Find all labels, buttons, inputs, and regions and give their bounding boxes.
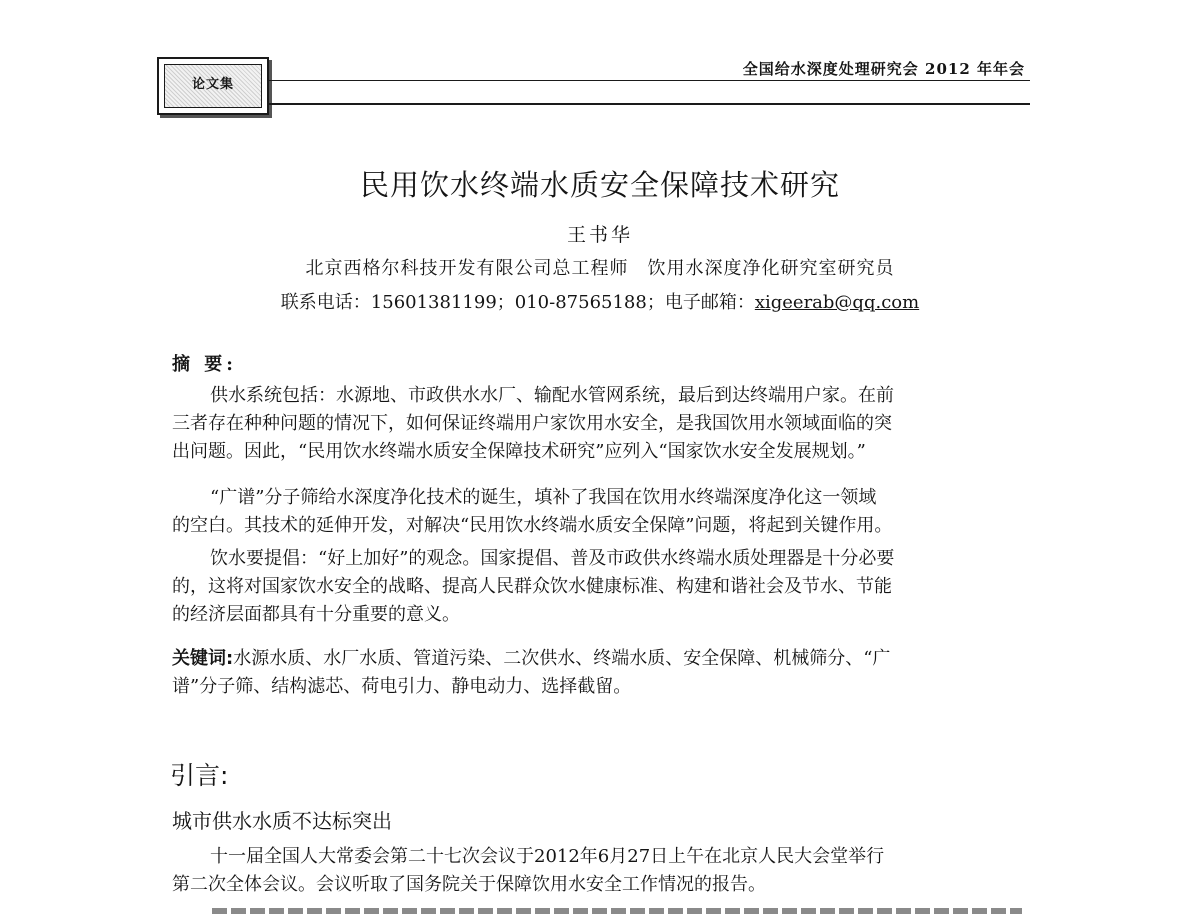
paper-author: 王书华 xyxy=(566,224,633,246)
subsection-heading: 城市供水水质不达标突出 xyxy=(172,809,392,833)
author-contact xyxy=(0,288,1200,314)
section-heading: 引言: xyxy=(170,761,229,790)
header-rule-thin xyxy=(268,80,1030,81)
keywords-text: 水源水质、水厂水质、管道污染、二次供水、终端水质、安全保障、机械筛分、“广 xyxy=(233,648,891,669)
conference-header: 全国给水深度处理研究会 2012 年年会 xyxy=(742,60,1025,78)
intro-paragraph-1 xyxy=(172,843,1030,899)
text-line: 的，这将对国家饮水安全的战略、提高人民群众饮水健康标准、构建和谐社会及节水、节能 xyxy=(172,576,892,597)
email-link[interactable]: xigeerab@qq.com xyxy=(754,292,920,313)
text-line: 饮水要提倡：“好上加好”的观念。国家提倡、普及市政供水终端水质处理器是十分必要 xyxy=(210,548,895,569)
author-affiliation: 北京西格尔科技开发有限公司总工程师 饮用水深度净化研究室研究员 xyxy=(305,258,895,279)
header-rule-thick xyxy=(268,103,1030,105)
text-line: 出问题。因此，“民用饮水终端水质安全保障技术研究”应列入“国家饮水安全发展规划。” xyxy=(172,441,866,462)
cut-off-line xyxy=(172,902,1030,914)
abstract-label: 摘 要: xyxy=(172,354,237,375)
keywords-line-2: 谱”分子筛、结构滤芯、荷电引力、静电动力、选择截留。 xyxy=(172,676,632,697)
cut-off-text-fragment xyxy=(212,908,1022,914)
contact-phones: 联系电话：15601381199；010-87565188；电子邮箱： xyxy=(280,292,755,313)
abstract-paragraph-2 xyxy=(172,484,1030,540)
keywords xyxy=(172,645,1030,701)
text-line: 供水系统包括：水源地、市政供水水厂、输配水管网系统，最后到达终端用户家。在前 xyxy=(210,385,894,406)
keywords-label: 关键词: xyxy=(172,648,234,669)
section-tag-label: 论文集 xyxy=(191,77,234,92)
text-line: 十一届全国人大常委会第二十七次会议于2012年6月27日上午在北京人民大会堂举行 xyxy=(210,846,885,867)
text-line: 的空白。其技术的延伸开发，对解决“民用饮水终端水质安全保障”问题，将起到关键作用。 xyxy=(172,515,893,536)
abstract-paragraph-3 xyxy=(172,545,1030,629)
text-line: “广谱”分子筛给水深度净化技术的诞生，填补了我国在饮用水终端深度净化这一领域 xyxy=(210,487,877,508)
text-line: 三者存在种种问题的情况下，如何保证终端用户家饮用水安全，是我国饮用水领域面临的突 xyxy=(172,413,892,434)
section-tag xyxy=(157,57,269,115)
text-line: 的经济层面都具有十分重要的意义。 xyxy=(172,604,460,625)
text-line: 第二次全体会议。会议听取了国务院关于保障饮用水安全工作情况的报告。 xyxy=(172,874,766,895)
keywords-line-1 xyxy=(172,645,1030,673)
abstract-paragraph-1 xyxy=(172,382,1030,466)
paper-title: 民用饮水终端水质安全保障技术研究 xyxy=(359,168,840,202)
